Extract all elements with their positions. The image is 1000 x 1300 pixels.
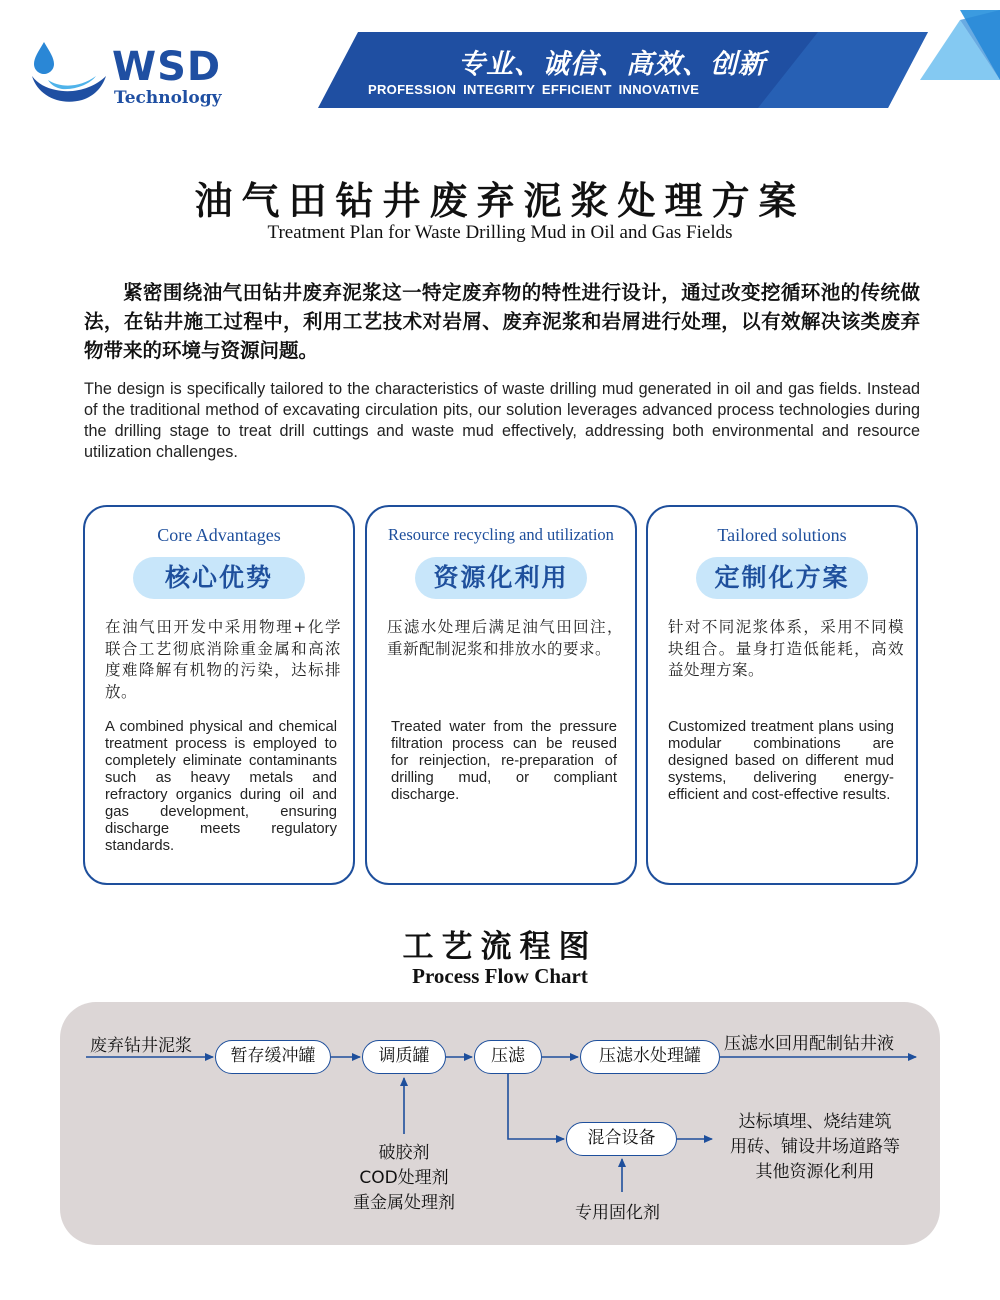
card-body-cn: 针对不同泥浆体系，采用不同模块组合。量身打造低能耗，高效益处理方案。 xyxy=(668,618,904,679)
additive-item: COD处理剂 xyxy=(359,1168,449,1188)
arrow-filter-to-mixer xyxy=(508,1074,564,1139)
flow-additives xyxy=(334,1141,474,1216)
node-buffer-tank: 暂存缓冲罐 xyxy=(215,1040,331,1074)
card-body-cn: 在油气田开发中采用物理+化学联合工艺彻底消除重金属和高浓度难降解有机物的污染，达标排放。 xyxy=(105,618,341,701)
card-title-en: Resource recycling and utilization xyxy=(388,525,614,544)
card-title-en: Core Advantages xyxy=(157,525,281,545)
flow-solid-output xyxy=(715,1110,915,1185)
additive-item: 重金属处理剂 xyxy=(353,1193,455,1213)
card-title-en: Tailored solutions xyxy=(717,525,847,545)
slogan-cn: 专业、诚信、高效、创新 xyxy=(458,49,766,80)
logo-subtitle: Technology xyxy=(114,88,222,108)
node-filtrate-tank: 压滤水处理罐 xyxy=(580,1040,720,1074)
page-title-cn: 油气田钻井废弃泥浆处理方案 xyxy=(194,178,806,223)
card-title-cn: 资源化利用 xyxy=(415,557,587,599)
flow-input-label: 废弃钻井泥浆 xyxy=(90,1036,192,1056)
flow-title-en: Process Flow Chart xyxy=(412,964,588,988)
slogan-en: PROFESSION INTEGRITY EFFICIENT INNOVATIVE xyxy=(368,82,700,97)
card-body-en: A combined physical and chemical treatment process is employed to completely eliminate contaminants such as heavy metals and refractory organics during oil and gas development, ensuring discharge meets regulatory standards. xyxy=(105,719,337,854)
solid-output-line: 用砖、铺设井场道路等 xyxy=(730,1137,900,1157)
flow-reuse-output: 压滤水回用配制钻井液 xyxy=(724,1034,894,1054)
card-title-cn: 核心优势 xyxy=(133,557,305,599)
node-mixer: 混合设备 xyxy=(566,1122,677,1156)
page-title-en: Treatment Plan for Waste Drilling Mud in Oil and Gas Fields xyxy=(267,222,733,243)
intro-paragraph-en: The design is specifically tailored to the characteristics of waste drilling mud generated in oil and gas fields. Instead of the traditional method of excavating circulation pits, our solution leverages advanced process technologies during the drilling stage to treat drill cuttings and waste mud effectively, addressing both environmental and resource utilization challenges. xyxy=(84,380,920,461)
card-body-en: Customized treatment plans using modular combinations are designed based on different mud systems, delivering energy-efficient and cost-effective results. xyxy=(668,719,894,803)
logo-wordmark: WSD xyxy=(112,44,222,90)
node-filter-press: 压滤 xyxy=(474,1040,542,1074)
flow-curing-agent: 专用固化剂 xyxy=(575,1203,660,1223)
additive-item: 破胶剂 xyxy=(378,1143,430,1163)
solid-output-line: 其他资源化利用 xyxy=(755,1162,875,1182)
intro-paragraph-cn: 紧密围绕油气田钻井废弃泥浆这一特定废弃物的特性进行设计，通过改变挖循环池的传统做法，在钻井施工过程中，利用工艺技术对岩屑、废弃泥浆和岩屑进行处理，以有效解决该类废弃物带来的环境与资源问题。 xyxy=(84,281,920,362)
solid-output-line: 达标填埋、烧结建筑 xyxy=(738,1112,892,1132)
card-body-cn: 压滤水处理后满足油气田回注，重新配制泥浆和排放水的要求。 xyxy=(387,618,623,658)
node-conditioning-tank: 调质罐 xyxy=(362,1040,446,1074)
flow-title-cn: 工艺流程图 xyxy=(402,929,598,965)
card-body-en: Treated water from the pressure filtration process can be reused for reinjection, re-preparation of drilling mud, or compliant discharge. xyxy=(391,719,617,803)
card-title-cn: 定制化方案 xyxy=(696,557,868,599)
